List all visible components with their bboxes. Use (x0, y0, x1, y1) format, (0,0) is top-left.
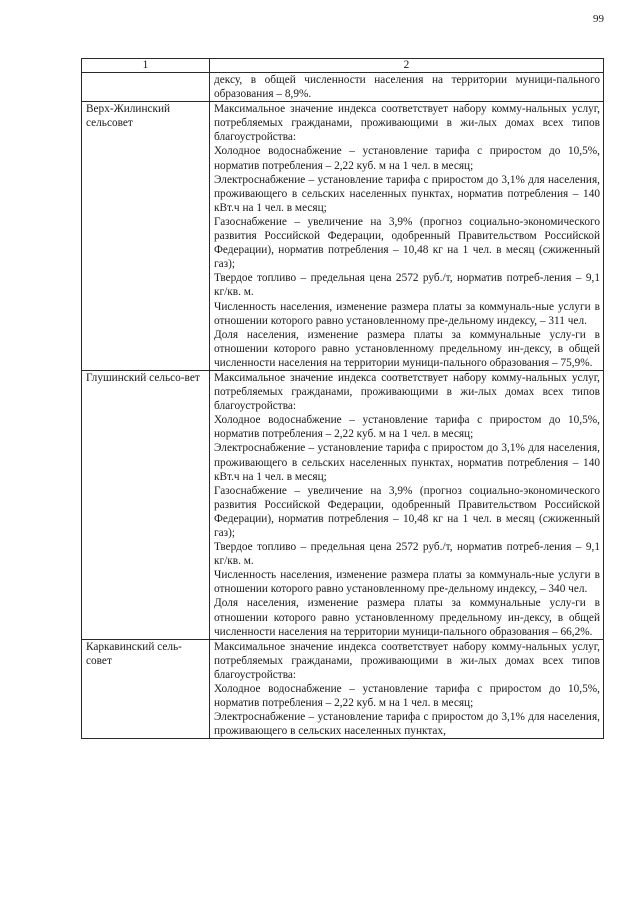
paragraph: дексу, в общей численности населения на территории муници-пального образования – 8,9%. (214, 74, 600, 101)
paragraph: Электроснабжение – установление тарифа с приростом до 3,1% для населения, проживающего в сельских населенных пунктах, норматив потребления – 140 кВт.ч на 1 чел. в месяц; (214, 173, 600, 214)
paragraph: Газоснабжение – увеличение на 3,9% (прогноз социально-экономического развития Российской Федерации, одобренный Правительством Российской Федерации), норматив потребления – 10,48 кг на 1 чел. в месяц (сжиженный газ); (214, 215, 600, 271)
description-cell (210, 102, 604, 371)
header-row (82, 59, 604, 73)
paragraph: Максимальное значение индекса соответствует набору комму-нальных услуг, потребляемых гражданами, проживающими в жи-лых домах всех типов благоустройства: (214, 371, 600, 413)
paragraph: Газоснабжение – увеличение на 3,9% (прогноз социально-экономического развития Российской Федерации, одобренный Правительством Российской Федерации), норматив потребления – 10,48 кг на 1 чел. в месяц (сжиженный газ); (214, 484, 600, 539)
paragraph: Электроснабжение – установление тарифа с приростом до 3,1% для населения, проживающего в сельских населенных пунктах, (214, 711, 600, 738)
column-header-2: 2 (210, 59, 604, 73)
paragraph: Максимальное значение индекса соответствует набору комму-нальных услуг, потребляемых гражданами, проживающими в жи-лых домах всех типов благоустройства: (214, 640, 600, 681)
paragraph: Численность населения, изменение размера платы за коммуналь-ные услуги в отношении которого равно установленному пре-дельному индексу, – 311 чел. (214, 300, 600, 327)
paragraph: Доля населения, изменение размера платы за коммунальные услу-ги в отношении которого равно установленному предельному ин-дексу, в общей численности населения на территории муници-пального образования – 66,2%. (214, 597, 600, 638)
paragraph: Холодное водоснабжение – установление тарифа с приростом до 10,5%, норматив потребления – 2,22 куб. м на 1 чел. в месяц; (214, 414, 600, 441)
table-row (82, 102, 604, 371)
table-row (82, 639, 604, 739)
page-number: 99 (593, 13, 604, 25)
paragraph: Доля населения, изменение размера платы за коммунальные услу-ги в отношении которого равно установленному предельному ин-дексу, в общей численности населения на территории муници-пального образования – 75,9%. (214, 328, 600, 369)
paragraph: Холодное водоснабжение – установление тарифа с приростом до 10,5%, норматив потребления – 2,22 куб. м на 1 чел. в месяц; (214, 145, 600, 172)
municipality-name: Верх-Жилинский сельсовет (82, 102, 210, 371)
index-table (81, 58, 604, 739)
description-cell (210, 639, 604, 739)
paragraph: Электроснабжение – установление тарифа с приростом до 3,1% для населения, проживающего в сельских населенных пунктах, норматив потребления – 140 кВт.ч на 1 чел. в месяц; (214, 442, 600, 483)
table-row (82, 370, 604, 639)
paragraph: Численность населения, изменение размера платы за коммуналь-ные услуги в отношении которого равно установленному пре-дельному индексу, – 340 чел. (214, 569, 600, 596)
paragraph: Максимальное значение индекса соответствует набору комму-нальных услуг, потребляемых гражданами, проживающими в жи-лых домах всех типов благоустройства: (214, 103, 600, 144)
description-cell (210, 73, 604, 102)
paragraph: Твердое топливо – предельная цена 2572 руб./т, норматив потреб-ления – 9,1 кг/кв. м. (214, 272, 600, 299)
municipality-name: Каркавинский сель-совет (82, 639, 210, 739)
column-header-1: 1 (82, 59, 210, 73)
table-row-continued (82, 73, 604, 102)
municipality-name: Глушинский сельсо-вет (82, 370, 210, 639)
description-cell (210, 370, 604, 639)
municipality-cell (82, 73, 210, 102)
paragraph: Твердое топливо – предельная цена 2572 руб./т, норматив потреб-ления – 9,1 кг/кв. м. (214, 541, 600, 568)
paragraph: Холодное водоснабжение – установление тарифа с приростом до 10,5%, норматив потребления – 2,22 куб. м на 1 чел. в месяц; (214, 683, 600, 710)
